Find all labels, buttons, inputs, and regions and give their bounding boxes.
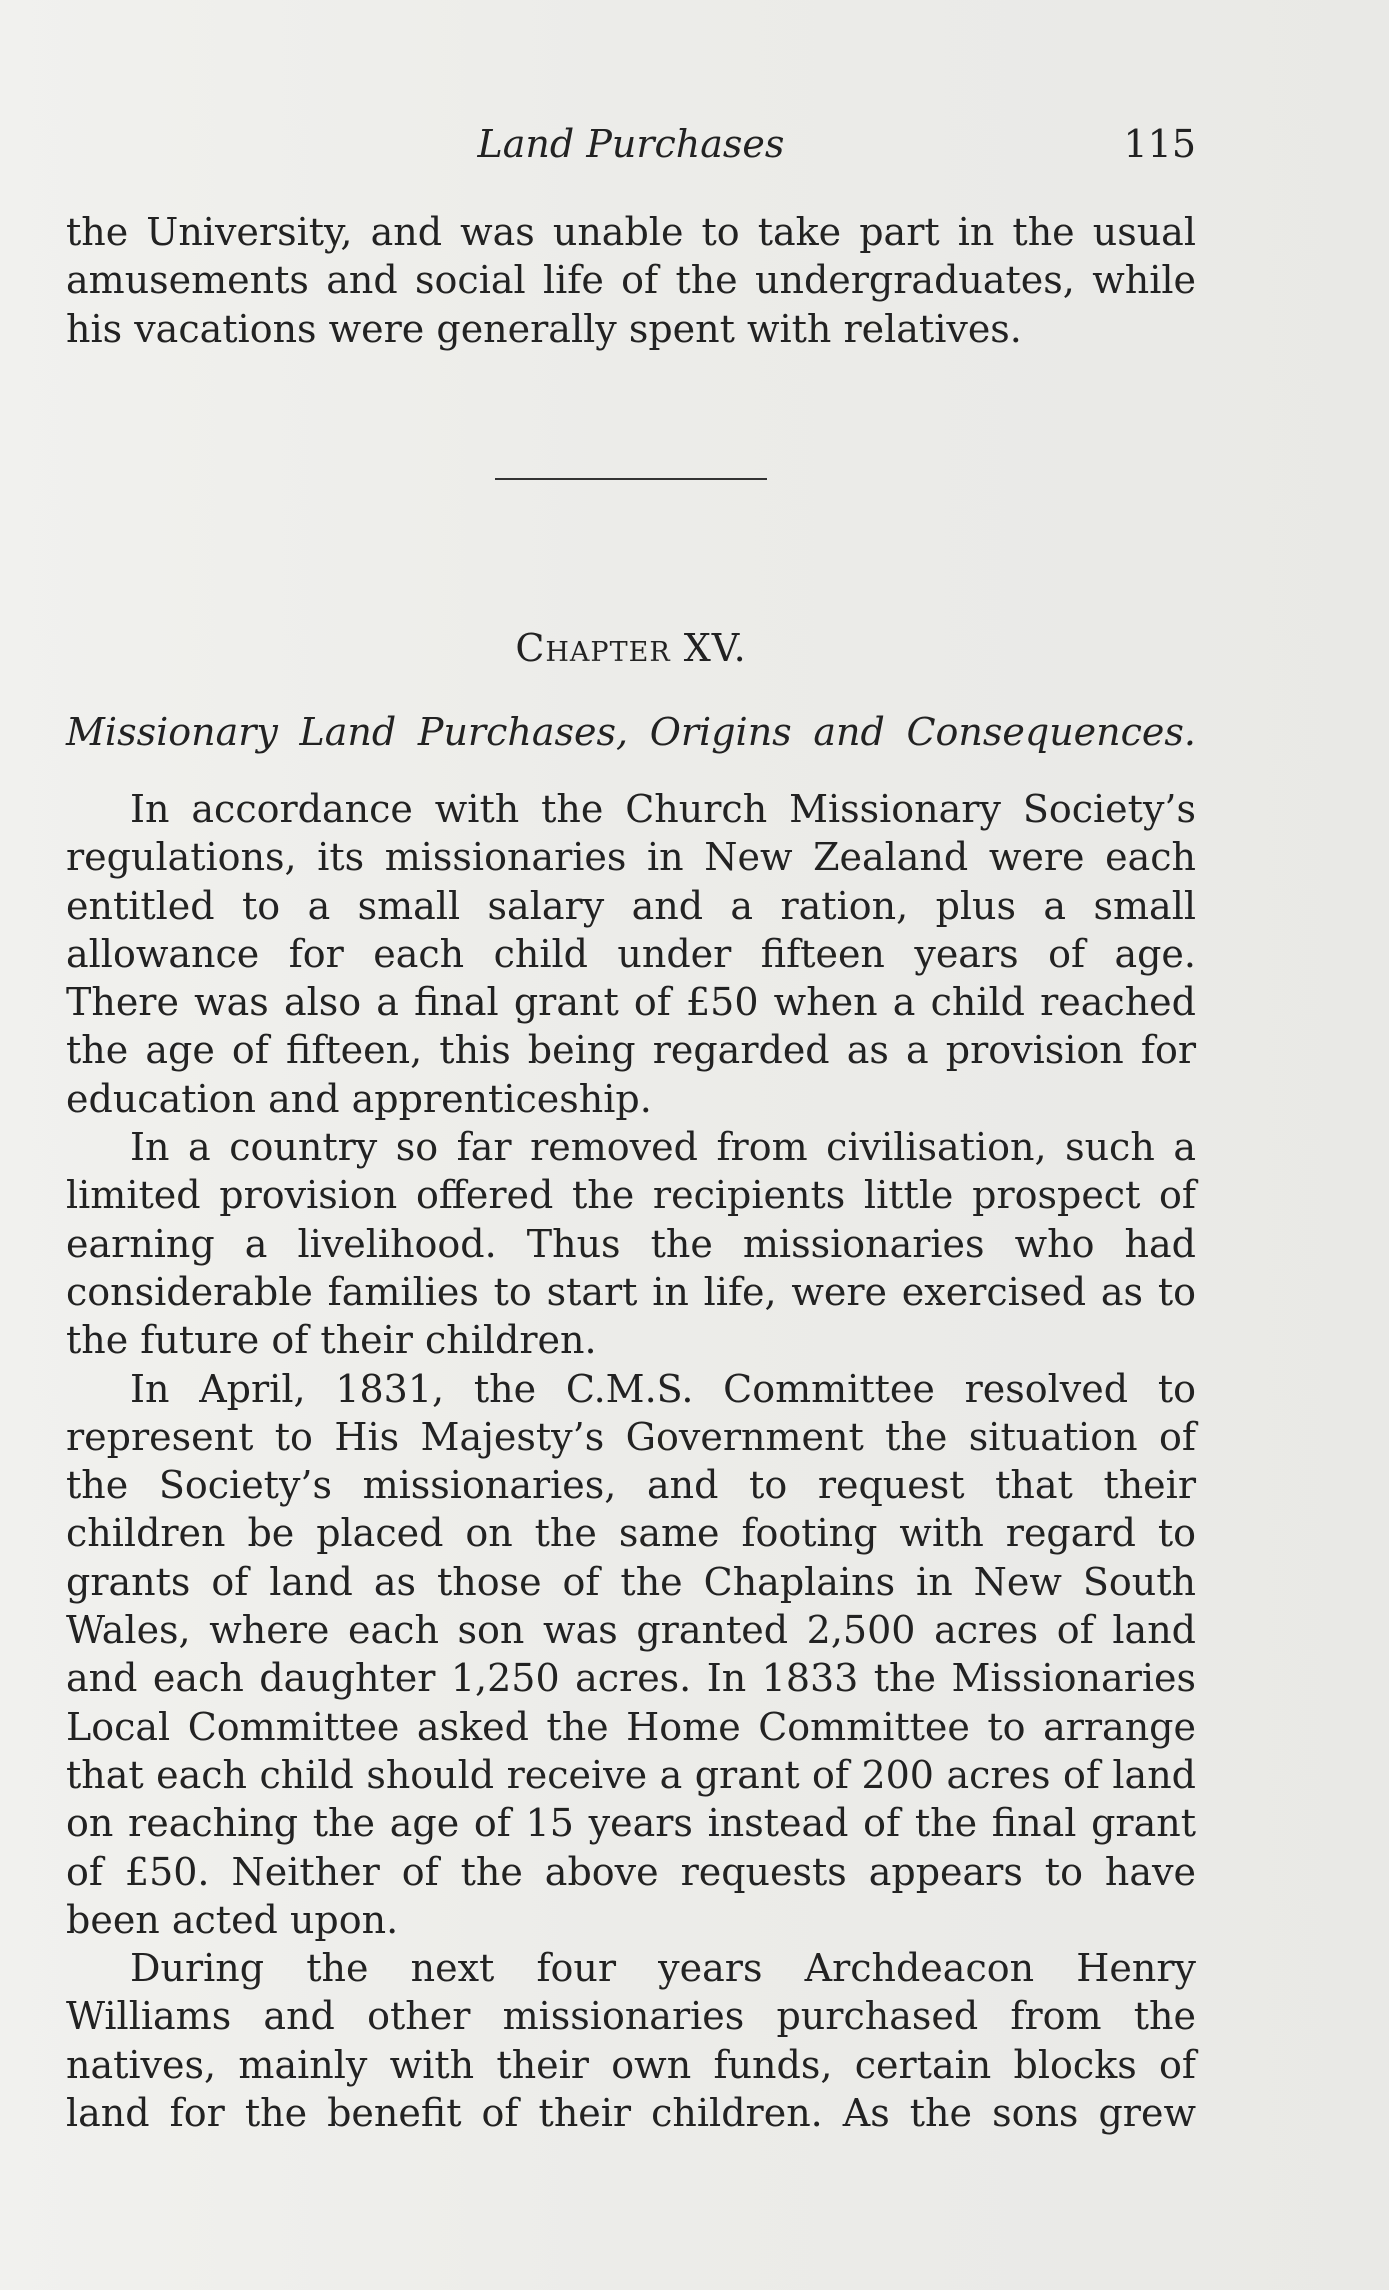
text-line: In a country so far removed from civilisation, such a xyxy=(130,1125,1196,1170)
text-line: his vacations were generally spent with relatives. xyxy=(66,306,1022,351)
text-line: In April, 1831, the C.M.S. Committee resolved to xyxy=(130,1366,1196,1411)
text-line: Wales, where each son was granted 2,500 acres of land xyxy=(66,1608,1196,1653)
text-line: been acted upon. xyxy=(66,1897,399,1942)
text-line: children be placed on the same footing with regard to xyxy=(66,1511,1196,1556)
text-line: grants of land as those of the Chaplains in New South xyxy=(66,1559,1196,1604)
chapter-title: Missionary Land Purchases, Origins and Consequences. xyxy=(66,710,1196,754)
text-line: Williams and other missionaries purchased from the xyxy=(66,1994,1196,2039)
text-line: considerable families to start in life, were exercised as to xyxy=(66,1269,1196,1314)
section-divider xyxy=(495,478,767,480)
page-header xyxy=(66,122,1196,182)
text-line: entitled to a small salary and a ration, plus a small xyxy=(66,883,1196,928)
text-line: allowance for each child under fifteen years of age. xyxy=(66,931,1196,976)
text-line: the Society’s missionaries, and to request that their xyxy=(66,1463,1196,1508)
page-number: 115 xyxy=(1123,122,1196,166)
text-line: of £50. Neither of the above requests appears to have xyxy=(66,1849,1196,1894)
continuation-paragraph xyxy=(66,208,1196,353)
text-line: During the next four years Archdeacon Henry xyxy=(130,1946,1196,1991)
text-line: limited provision offered the recipients little prospect of xyxy=(66,1173,1196,1218)
text-line: In accordance with the Church Missionary Society’s xyxy=(130,787,1196,831)
text-line: the future of their children. xyxy=(66,1318,597,1363)
text-line: represent to His Majesty’s Government the situation of xyxy=(66,1414,1196,1459)
chapter-body xyxy=(66,785,1196,2137)
text-line: and each daughter 1,250 acres. In 1833 the Missionaries xyxy=(66,1656,1196,1701)
text-line: on reaching the age of 15 years instead of the final grant xyxy=(66,1801,1196,1846)
text-line: amusements and social life of the undergraduates, while xyxy=(66,258,1196,303)
text-line: the age of fifteen, this being regarded as a provision for xyxy=(66,1028,1196,1073)
chapter-heading: Chapter XV. xyxy=(515,626,747,670)
text-line: natives, mainly with their own funds, certain blocks of xyxy=(66,2042,1196,2087)
text-line: There was also a final grant of £50 when a child reached xyxy=(66,980,1196,1025)
text-line: earning a livelihood. Thus the missionaries who had xyxy=(66,1221,1196,1266)
text-line: the University, and was unable to take part in the usual xyxy=(66,210,1196,254)
text-line: Local Committee asked the Home Committee to arrange xyxy=(66,1704,1196,1749)
text-line: education and apprenticeship. xyxy=(66,1076,652,1121)
running-head: Land Purchases xyxy=(477,122,785,166)
text-line: land for the benefit of their children. As the sons grew xyxy=(66,2091,1196,2136)
text-line: that each child should receive a grant of 200 acres of land xyxy=(66,1752,1196,1797)
text-line: regulations, its missionaries in New Zealand were each xyxy=(66,835,1196,880)
